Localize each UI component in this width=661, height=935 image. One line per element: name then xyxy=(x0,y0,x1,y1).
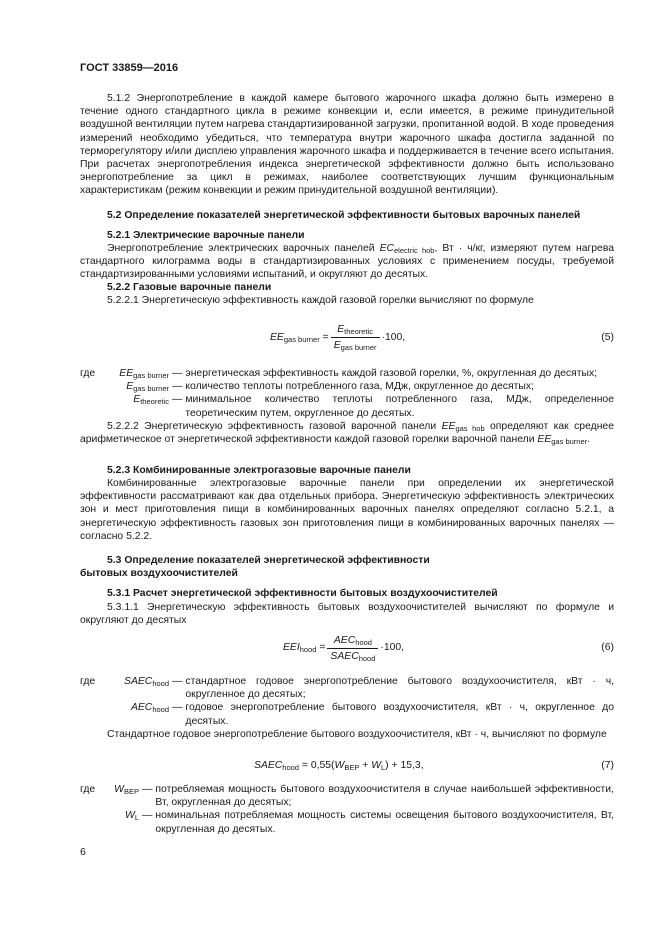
dash: — xyxy=(142,784,153,795)
subscript: gas hob xyxy=(455,424,485,433)
formula-6 xyxy=(283,634,614,666)
heading-5-2: 5.2 Определение показателей энергетической эффективности бытовых варочных панелей xyxy=(107,210,581,221)
formula-number: (6) xyxy=(601,642,614,653)
definition-term xyxy=(97,701,169,727)
page-number: 6 xyxy=(80,846,86,858)
definition-text: минимальное количество теплоты потребленного газа, МДж, определенное теоретическим путем, округленное до десятых. xyxy=(185,394,614,419)
heading-line-1: 5.3 Определение показателей энергетической эффективности xyxy=(107,555,430,566)
denominator-sub: gas burner xyxy=(340,343,377,353)
definition-text: номинальная потребляемая мощность системы освещения бытового воздухоочистителя, Вт, округленная до десятых. xyxy=(155,810,614,835)
term-sub: hood xyxy=(152,705,169,715)
formula-number: (5) xyxy=(601,332,614,343)
numerator xyxy=(327,634,378,649)
heading-5-2-2: 5.2.2 Газовые варочные панели xyxy=(107,282,272,293)
paragraph-5-2-1 xyxy=(80,242,614,282)
definition-row xyxy=(80,783,614,809)
w-bep-symbol: W xyxy=(334,760,345,771)
term-symbol: AEC xyxy=(130,702,153,714)
definition-text: количество теплоты потребленного газа, МДж, округленное до десятых; xyxy=(185,381,534,393)
definition-term xyxy=(107,393,169,419)
w-l-symbol: W xyxy=(371,760,381,771)
heading-5-2-1: 5.2.1 Электрические варочные панели xyxy=(107,230,305,241)
definition-term xyxy=(107,380,169,393)
subscript: gas burner xyxy=(551,437,588,447)
numerator-sub: theoretic xyxy=(344,327,373,336)
definitions-lead: где xyxy=(80,368,96,379)
definition-row xyxy=(80,393,614,419)
formula-5 xyxy=(270,323,614,357)
dash: — xyxy=(172,676,183,687)
formula-rhs: = 0,55( xyxy=(298,760,335,771)
equals-sign: = xyxy=(319,332,329,343)
text: Энергопотребление электрических варочных панелей xyxy=(107,243,380,254)
formula-7 xyxy=(254,759,614,775)
definition-row xyxy=(80,367,614,380)
subscript: electric hob xyxy=(394,246,435,255)
formula-tail: ·100, xyxy=(380,642,405,653)
numerator-sub: hood xyxy=(355,638,372,647)
heading-5-2-3: 5.2.3 Комбинированные электрогазовые варочные панели xyxy=(107,465,411,476)
term-sub: BEP xyxy=(123,787,139,796)
symbol: EE xyxy=(537,434,552,446)
paragraph-standard-consumption: Стандартное годовое энергопотребление бытового воздухоочистителя, кВт · ч, вычисляют по формуле xyxy=(107,729,607,740)
term-symbol: W xyxy=(125,810,135,822)
formula-lhs-sub: hood xyxy=(282,763,299,772)
formula-lhs: SAEC xyxy=(254,760,283,771)
symbol: EE xyxy=(441,421,456,432)
definitions-formula-6 xyxy=(80,675,614,728)
definitions-formula-7 xyxy=(80,783,614,836)
term-symbol: E xyxy=(126,381,134,393)
formula-rhs-end: ) + 15,3, xyxy=(385,760,424,771)
w-bep-sub: BEP xyxy=(344,763,360,772)
formula-lhs-sub: hood xyxy=(299,645,317,654)
numerator xyxy=(331,323,380,338)
formula-lhs-sub: gas burner xyxy=(283,335,320,344)
paragraph-5-2-2-1: 5.2.2.1 Энергетическую эффективность каждой газовой горелки вычисляют по формуле xyxy=(107,295,534,306)
formula-tail: ·100, xyxy=(381,332,406,343)
definitions-lead: где xyxy=(80,784,96,795)
definition-row xyxy=(80,675,614,701)
definition-term xyxy=(97,675,169,701)
definitions-formula-5 xyxy=(80,367,614,420)
formula-number: (7) xyxy=(601,760,614,771)
w-l-sub: L xyxy=(381,763,386,772)
term-symbol: E xyxy=(133,394,141,406)
heading-line-2: бытовых воздухоочистителей xyxy=(80,568,238,580)
term-sub: theoretic xyxy=(140,397,169,407)
text: , Вт · ч/кг, измеряют путем нагрева стандартного килограмма воды в стандартизированных условиях с применением посуды, требуемой стандартизированными условиями испытаний, и округляют до десятых. xyxy=(80,243,615,281)
term-sub: gas burner xyxy=(133,384,169,394)
definition-text: потребляемая мощность бытового воздухоочистителя в случае наибольшей эффективности, Вт, округленная до десятых; xyxy=(155,784,614,809)
definition-text: стандартное годовое энергопотребление бытового воздухоочистителя, кВт · ч, округленное до десятых; xyxy=(185,676,614,701)
text: . xyxy=(587,434,591,446)
definition-row xyxy=(80,380,614,393)
definitions-lead: где xyxy=(80,676,96,687)
text: определяют как среднее арифметическое от энергетической эффективности каждой газовой горелки варочной панели xyxy=(80,421,614,446)
paragraph-5-2-3: Комбинированные электрогазовые варочные панели при определении их энергетической эффективности рассматривают как два отдельных прибора. Энергетическую эффективность электрических зон и мест приготовления пищи в комбинированных варочных панелях определяют согласно 5.2.1, а энергетическую эффективность газовых зон приготовления пищи в комбинированных варочных панелях — согласно 5.2.2. xyxy=(80,478,614,542)
definition-text: годовое энергопотребление бытового воздухоочистителя, кВт · ч, округленное до десятых. xyxy=(185,702,614,727)
definition-term xyxy=(107,367,169,380)
formula-lhs: EE xyxy=(270,332,284,343)
definition-row xyxy=(80,809,614,835)
fraction xyxy=(327,634,378,663)
heading-5-3-1: 5.3.1 Расчет энергетической эффективности бытовых воздухоочистителей xyxy=(107,588,498,599)
denominator xyxy=(327,649,378,663)
denominator-symbol: E xyxy=(333,340,341,352)
formula-lhs: EEI xyxy=(283,642,300,653)
dash: — xyxy=(142,810,153,822)
denominator xyxy=(331,338,380,352)
equals-sign: = xyxy=(316,642,326,653)
dash: — xyxy=(172,394,183,406)
definition-term xyxy=(97,809,139,835)
term-symbol: SAEC xyxy=(124,676,153,687)
heading-5-3 xyxy=(80,554,614,580)
denominator-sub: hood xyxy=(358,654,376,664)
paragraph-5-2-2-2 xyxy=(80,420,614,446)
denominator-symbol: SAEC xyxy=(330,651,359,663)
numerator-symbol: E xyxy=(337,324,345,335)
term-sub: gas burner xyxy=(133,371,169,380)
plus-sign: + xyxy=(359,760,372,771)
term-symbol: W xyxy=(114,784,124,795)
text: 5.2.2.2 Энергетическую эффективность газовой варочной панели xyxy=(107,421,442,432)
term-sub: hood xyxy=(152,679,169,688)
paragraph-5-3-1-1: 5.3.1.1 Энергетическую эффективность бытовых воздухоочистителей вычисляют по формуле и округляют до десятых xyxy=(80,602,614,627)
dash: — xyxy=(172,368,183,379)
dash: — xyxy=(172,702,183,714)
definition-term xyxy=(97,783,139,809)
dash: — xyxy=(172,381,183,393)
fraction xyxy=(331,323,380,352)
document-header: ГОСТ 33859—2016 xyxy=(80,62,179,74)
term-sub: L xyxy=(134,813,139,823)
numerator-symbol: AEC xyxy=(333,635,356,646)
definition-row xyxy=(80,701,614,727)
paragraph-5-1-2: 5.1.2 Энергопотребление в каждой камере бытового жарочного шкафа должно быть измерено в течение одного стандартного цикла в режиме конвекции и, если имеется, в режиме принудительной воздушной вентиляции путем нагрева стандартизированной загрузки, пропитанной водой. В ходе проведения измерений необходимо убедиться, что температура внутри жарочного шкафа достигла заданной по терморегулятору и/или дисплею управления жарочного шкафа и поддерживается в течение всего испытания. При расчетах энергопотребления индекса энергетической эффективности должно быть использовано энергопотребление за цикл в режимах, наиболее соответствующих лучшим функциональным характеристикам (режим конвекции и режим принудительной воздушной вентиляции). xyxy=(80,93,614,197)
symbol: EC xyxy=(379,243,394,254)
definition-text: энергетическая эффективность каждой газовой горелки, %, округленная до десятых; xyxy=(185,368,598,379)
term-symbol: EE xyxy=(119,368,134,379)
